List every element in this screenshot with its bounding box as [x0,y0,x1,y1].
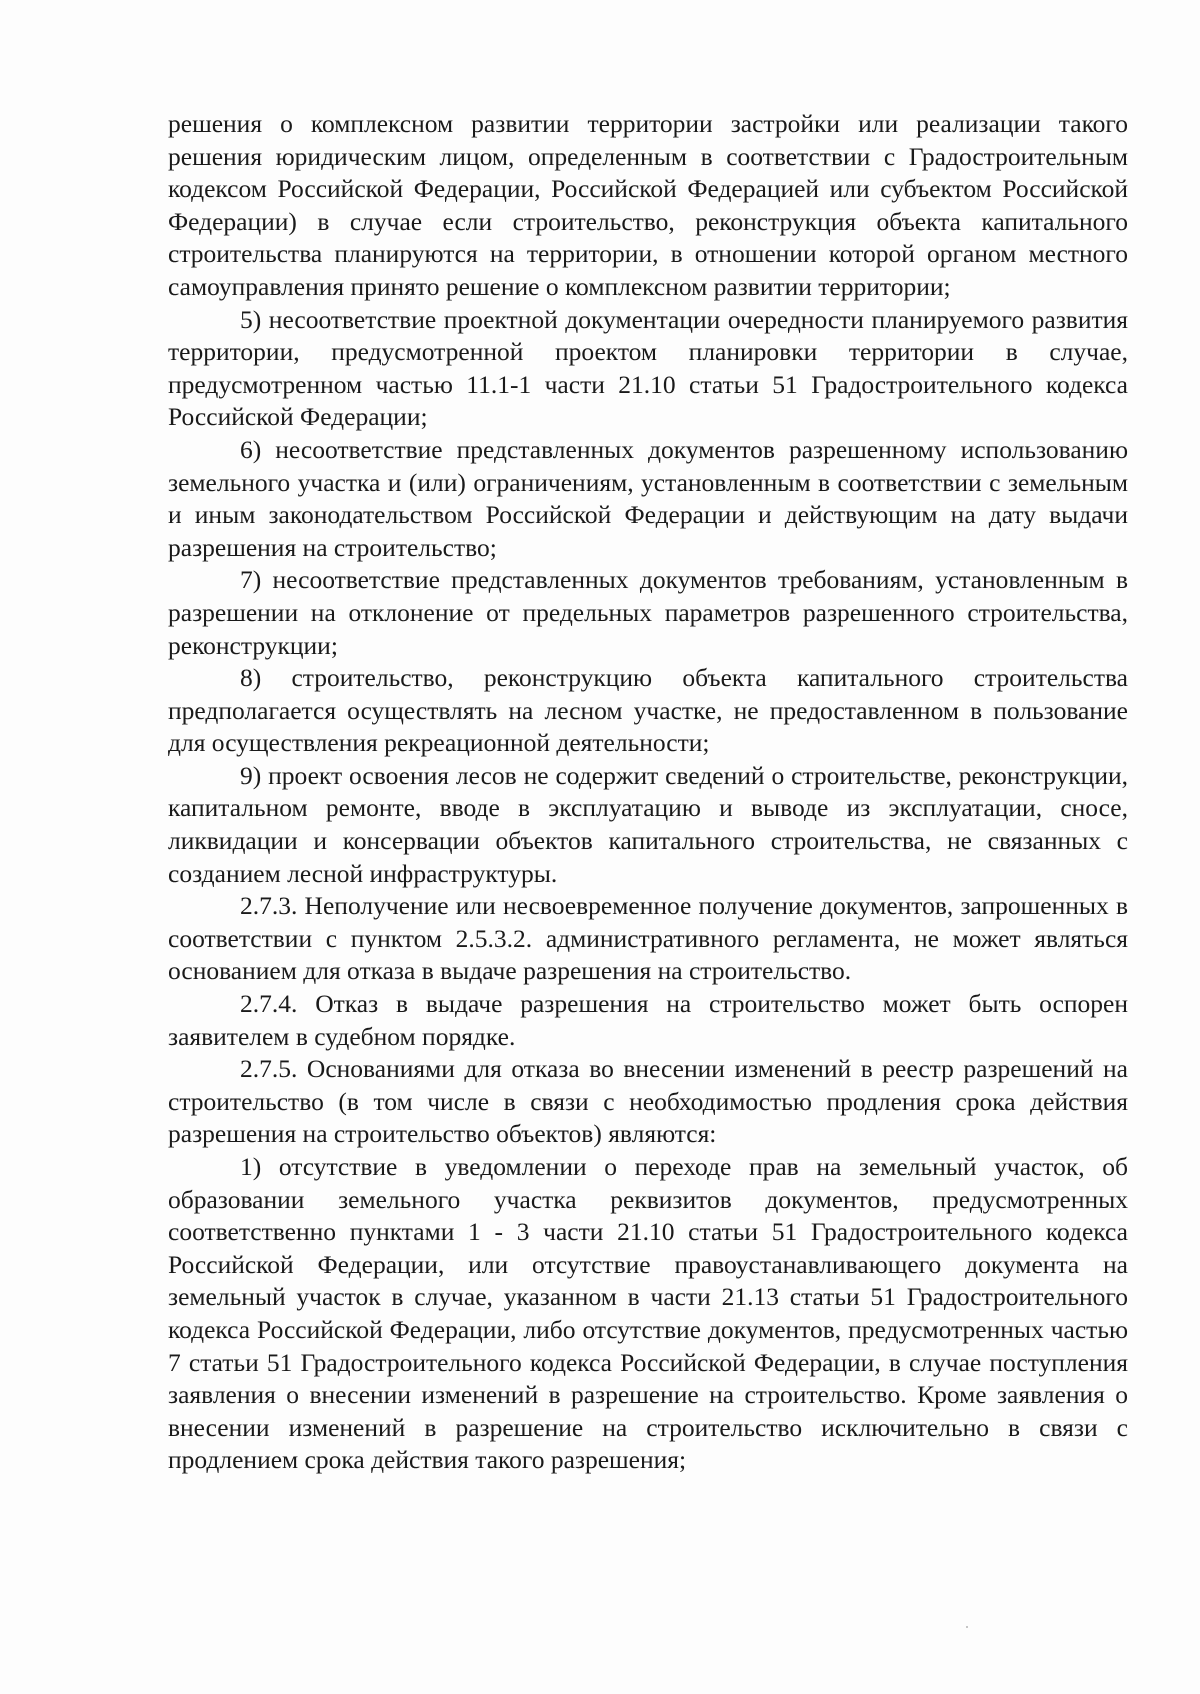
paragraph-2-7-3: 2.7.3. Неполучение или несвоевременное получение документов, запрошенных в соответствии с пунктом 2.5.3.2. административного регламента, не может являться основанием для отказа в выдаче разрешения на строительство. [168,891,1128,986]
paragraph-item-6: 6) несоответствие представленных документов разрешенному использованию земельного участка и (или) ограничениям, установленным в соответствии с земельным и иным законодательством Российской Федерации и действующим на дату выдачи разрешения на строительство; [168,434,1128,562]
document-body [168,108,1128,1477]
paragraph-item-9: 9) проект освоения лесов не содержит сведений о строительстве, реконструкции, капитальном ремонте, вводе в эксплуатацию и выводе из эксплуатации, сносе, ликвидации и консервации объектов капитального строительства, не связанных с созданием лесной инфраструктуры. [168,760,1128,888]
paragraph-2-7-5: 2.7.5. Основаниями для отказа во внесении изменений в реестр разрешений на строительство (в том числе в связи с необходимостью продления срока действия разрешения на строительство объектов) являются: [168,1054,1128,1149]
paragraph-item-8: 8) строительство, реконструкцию объекта капитального строительства предполагается осуществлять на лесном участке, не предоставленном в пользование для осуществления рекреационной деятельности; [168,663,1128,758]
paragraph-2-7-5-item-1: 1) отсутствие в уведомлении о переходе прав на земельный участок, об образовании земельного участка реквизитов документов, предусмотренных соответственно пунктами 1 - 3 части 21.10 статьи 51 Градостроительного кодекса Российской Федерации, или отсутствие правоустанавливающего документа на земельный участок в случае, указанном в части 21.13 статьи 51 Градостроительного кодекса Российской Федерации, либо отсутствие документов, предусмотренных частью 7 статьи 51 Градостроительного кодекса Российской Федерации, в случае поступления заявления о внесении изменений в разрешение на строительство. Кроме заявления о внесении изменений в разрешение на строительство исключительно в связи с продлением срока действия такого разрешения; [168,1152,1128,1475]
paragraph-item-7: 7) несоответствие представленных документов требованиям, установленным в разрешении на отклонение от предельных параметров разрешенного строительства, реконструкции; [168,565,1128,660]
paragraph-2-7-4: 2.7.4. Отказ в выдаче разрешения на строительство может быть оспорен заявителем в судебном порядке. [168,989,1128,1051]
scan-speck [966,1626,968,1628]
paragraph-continuation: решения о комплексном развитии территории застройки или реализации такого решения юридическим лицом, определенным в соответствии с Градостроительным кодексом Российской Федерации, Российской Федерацией или субъектом Российской Федерации) в случае если строительство, реконструкция объекта капитального строительства планируются на территории, в отношении которой органом местного самоуправления принято решение о комплексном развитии территории; [168,109,1128,301]
paragraph-item-5: 5) несоответствие проектной документации очередности планируемого развития территории, предусмотренной проектом планировки территории в случае, предусмотренном частью 11.1-1 части 21.10 статьи 51 Градостроительного кодекса Российской Федерации; [168,304,1128,432]
